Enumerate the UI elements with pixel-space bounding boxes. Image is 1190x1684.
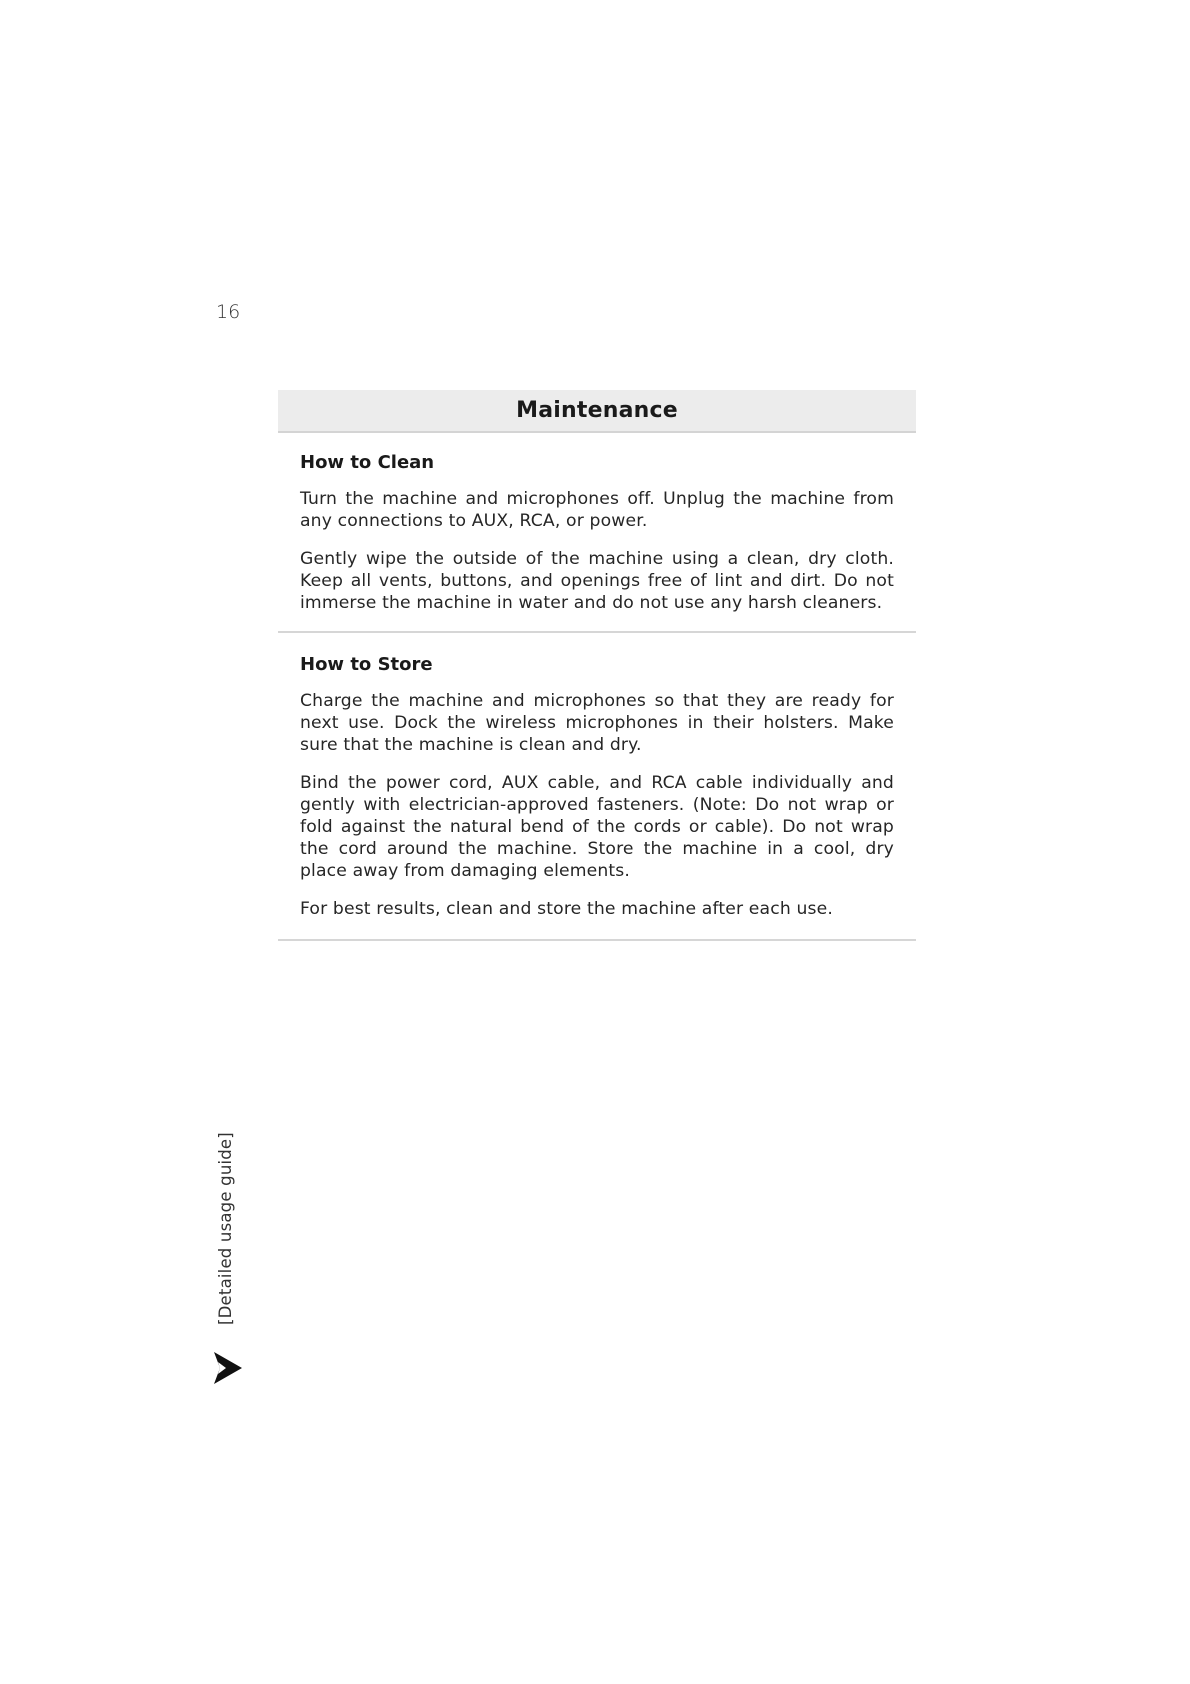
how-to-store-section xyxy=(278,633,916,941)
maintenance-panel xyxy=(278,390,916,941)
store-paragraph: For best results, clean and store the machine after each use. xyxy=(300,899,833,919)
how-to-store-heading: How to Store xyxy=(300,654,433,675)
how-to-clean-section xyxy=(278,433,916,633)
brand-triangle-logo-icon xyxy=(212,1350,244,1386)
section-title: Maintenance xyxy=(278,390,916,433)
brand-triangle-logo-icon-svg xyxy=(212,1350,244,1386)
side-section-label: [Detailed usage guide] xyxy=(216,1132,235,1325)
clean-paragraph: Gently wipe the outside of the machine using a clean, dry cloth. Keep all vents, buttons, and openings free of lint and dirt. Do not immerse the machine in water and do not use any harsh cleaners. xyxy=(300,549,894,613)
page-number: 16 xyxy=(216,301,241,323)
how-to-clean-heading: How to Clean xyxy=(300,452,435,473)
store-paragraph: Charge the machine and microphones so that they are ready for next use. Dock the wireless microphones in their holsters. Make sure that the machine is clean and dry. xyxy=(300,691,894,755)
store-paragraph: Bind the power cord, AUX cable, and RCA cable individually and gently with electrician-approved fasteners. (Note: Do not wrap or fold against the natural bend of the cords or cable). Do not wrap the cord around the machine. Store the machine in a cool, dry place away from damaging elements. xyxy=(300,773,894,881)
clean-paragraph: Turn the machine and microphones off. Unplug the machine from any connections to AUX, RCA, or power. xyxy=(300,489,894,531)
